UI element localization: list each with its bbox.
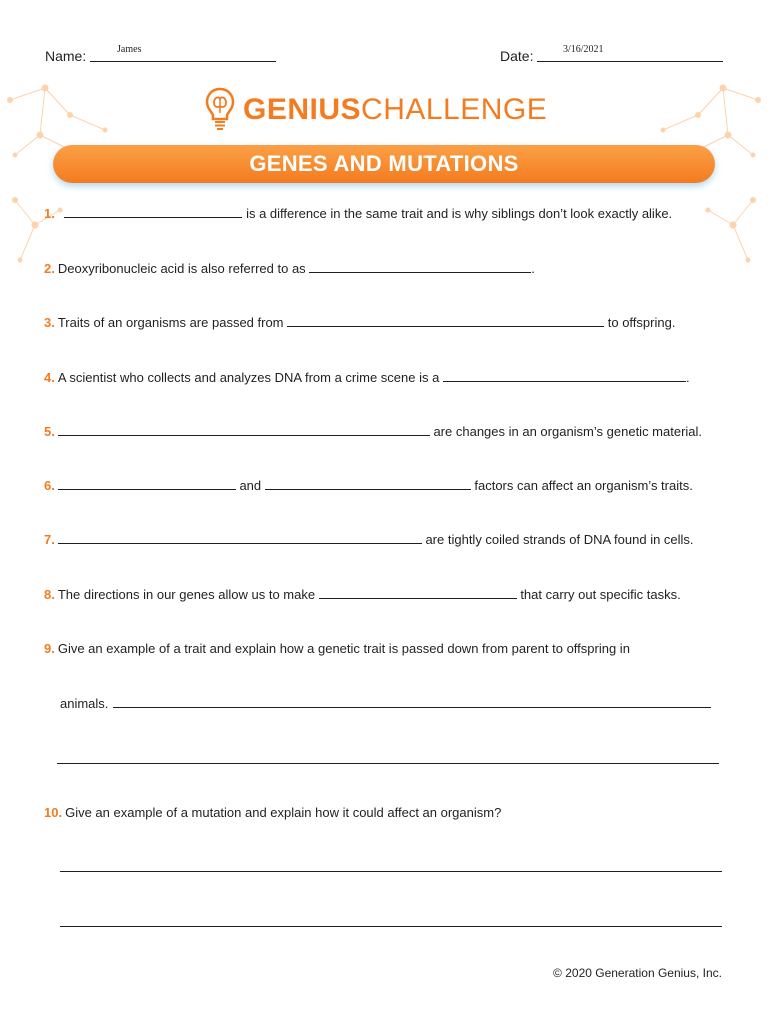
question-number: 2.: [44, 261, 55, 276]
copyright-footer: © 2020 Generation Genius, Inc.: [553, 966, 722, 980]
page-title: GENES AND MUTATIONS: [249, 151, 519, 176]
question-text: is a difference in the same trait and is why siblings don’t look exactly alike.: [242, 206, 673, 221]
name-underline: [90, 61, 276, 62]
question-7: [44, 532, 694, 548]
question-text-end: to offspring.: [604, 315, 676, 330]
question-10: [44, 805, 501, 821]
answer-blank[interactable]: [287, 315, 604, 327]
question-2: [44, 261, 535, 277]
answer-blank[interactable]: [443, 370, 686, 382]
question-number: 3.: [44, 315, 55, 330]
brand-bold: GENIUS: [243, 93, 362, 126]
name-value: James: [117, 44, 142, 55]
answer-line[interactable]: [60, 871, 722, 872]
question-text-end: .: [531, 261, 535, 276]
question-3: [44, 315, 675, 331]
question-number: 1.: [44, 206, 55, 221]
question-number: 4.: [44, 370, 55, 385]
brand-logo: [205, 86, 547, 134]
question-text-end: .: [685, 370, 690, 385]
question-text: factors can affect an organism’s traits.: [470, 478, 693, 493]
question-text: A scientist who collects and analyzes DNA from a crime scene is a: [57, 370, 443, 385]
question-9-continued: [60, 696, 711, 712]
answer-blank[interactable]: [319, 587, 517, 599]
question-text-end: that carry out specific tasks.: [516, 587, 681, 602]
question-8: [44, 587, 681, 603]
question-text: The directions in our genes allow us to make: [57, 587, 319, 602]
lightbulb-brain-icon: [205, 87, 235, 133]
question-text: Give an example of a mutation and explain how it could affect an organism?: [65, 805, 502, 820]
question-text-mid: and: [235, 478, 265, 493]
question-number: 10.: [44, 805, 63, 820]
name-field[interactable]: [45, 44, 142, 64]
name-label: Name:: [45, 48, 87, 64]
question-text: Traits of an organisms are passed from: [57, 315, 288, 330]
date-value: 3/16/2021: [563, 44, 604, 55]
date-label: Date:: [500, 48, 534, 64]
brand-wordmark: [243, 93, 547, 127]
answer-blank[interactable]: [58, 424, 430, 436]
question-4: [44, 370, 690, 386]
brand-light: CHALLENGE: [361, 93, 548, 126]
question-number: 9.: [44, 641, 55, 656]
question-9: [44, 641, 630, 657]
question-text: are tightly coiled strands of DNA found in cells.: [421, 532, 694, 547]
question-text-cont: animals.: [60, 696, 109, 711]
question-1: [44, 206, 672, 222]
answer-line[interactable]: [60, 926, 722, 927]
question-5: [44, 424, 702, 440]
question-text: Deoxyribonucleic acid is also referred to as: [57, 261, 310, 276]
question-number: 7.: [44, 532, 55, 547]
question-number: 5.: [44, 424, 55, 439]
answer-line[interactable]: [57, 763, 719, 764]
question-6: [44, 478, 693, 494]
question-text: Give an example of a trait and explain how a genetic trait is passed down from parent to offspring in: [57, 641, 630, 656]
answer-blank-2[interactable]: [265, 478, 471, 490]
answer-blank[interactable]: [58, 532, 422, 544]
answer-blank-1[interactable]: [58, 478, 236, 490]
question-number: 6.: [44, 478, 55, 493]
question-number: 8.: [44, 587, 55, 602]
date-field[interactable]: [500, 44, 604, 64]
answer-blank[interactable]: [64, 206, 242, 218]
answer-blank[interactable]: [309, 261, 531, 273]
answer-blank[interactable]: [113, 696, 711, 708]
date-underline: [537, 61, 723, 62]
question-text: are changes in an organism’s genetic material.: [429, 424, 703, 439]
title-banner: [53, 145, 715, 183]
